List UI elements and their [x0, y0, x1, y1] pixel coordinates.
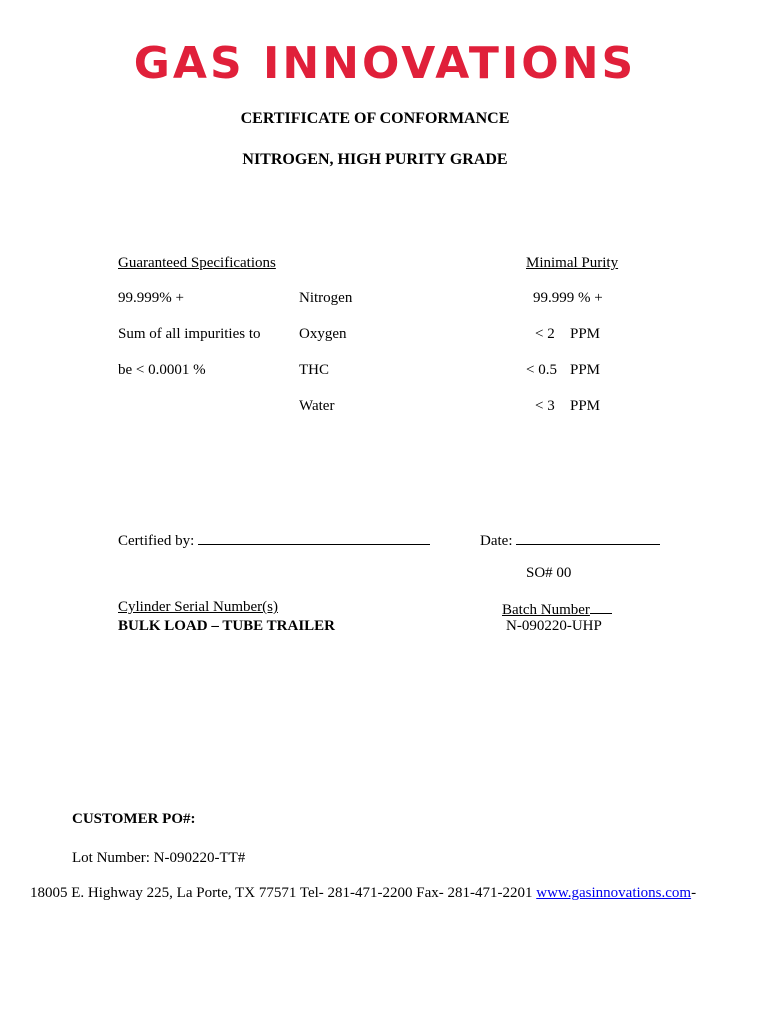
batch-pad-right	[590, 599, 612, 614]
component-thc: THC	[299, 362, 329, 378]
batch-number-label: Batch Number	[502, 602, 590, 618]
lot-number: Lot Number: N-090220-TT#	[72, 850, 246, 866]
footer-trailing: -	[691, 885, 697, 901]
batch-number-value: N-090220-UHP	[506, 618, 602, 634]
signature-line	[198, 530, 430, 545]
unit-oxygen: PPM	[570, 326, 601, 342]
company-logo: GAS INNOVATIONS	[133, 38, 637, 89]
spec-line-2: Sum of all impurities to	[118, 326, 261, 342]
spec-line-3: be < 0.0001 %	[118, 362, 206, 378]
date	[480, 530, 660, 550]
date-line	[516, 530, 660, 545]
value-water: < 3	[535, 398, 555, 414]
component-nitrogen: Nitrogen	[299, 290, 353, 306]
component-water: Water	[299, 398, 335, 414]
certificate-subtitle: NITROGEN, HIGH PURITY GRADE	[242, 151, 508, 168]
customer-po-label: CUSTOMER PO#:	[72, 811, 196, 827]
certified-by-label: Certified by:	[118, 533, 195, 549]
unit-thc: PPM	[570, 362, 601, 378]
date-label: Date:	[480, 533, 513, 549]
spec-line-1: 99.999% +	[118, 290, 184, 306]
footer-address: 18005 E. Highway 225, La Porte, TX 77571 Tel- 281-471-2200 Fax- 281-471-2201	[30, 885, 537, 901]
guaranteed-specs-header: Guaranteed Specifications	[118, 255, 276, 271]
footer-contact	[30, 885, 696, 902]
serial-number-value: BULK LOAD – TUBE TRAILER	[118, 618, 336, 634]
batch-pad-left	[480, 600, 502, 614]
value-nitrogen: 99.999 % +	[533, 290, 603, 306]
unit-water: PPM	[570, 398, 601, 414]
so-number: SO# 00	[526, 565, 572, 581]
certified-by	[118, 530, 430, 550]
minimal-purity-header: Minimal Purity	[526, 255, 619, 271]
value-thc: < 0.5	[526, 362, 557, 378]
component-oxygen: Oxygen	[299, 326, 347, 342]
certificate-title: CERTIFICATE OF CONFORMANCE	[240, 110, 510, 127]
serial-number-label: Cylinder Serial Number(s)	[118, 599, 278, 615]
value-oxygen: < 2	[535, 326, 555, 342]
website-link[interactable]: www.gasinnovations.com	[536, 885, 692, 901]
batch-number	[480, 599, 612, 619]
